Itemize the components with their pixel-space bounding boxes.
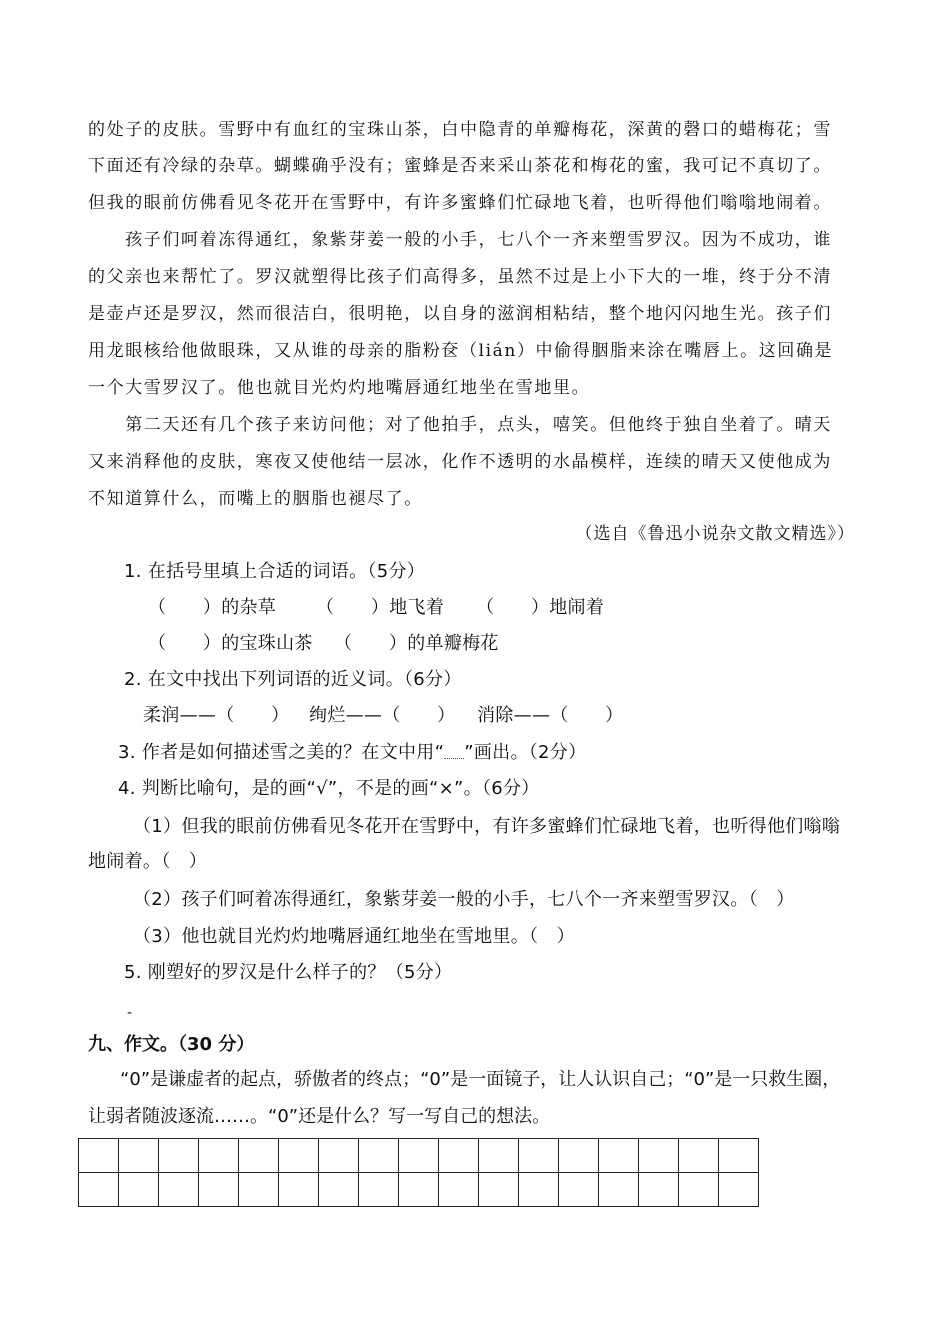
passage-line: 孩子们呵着冻得通红，象紫芽姜一般的小手，七八个一齐来塑雪罗汉。因为不成功，谁 bbox=[88, 230, 832, 250]
grid-cell[interactable] bbox=[679, 1173, 719, 1207]
grid-cell[interactable] bbox=[199, 1173, 239, 1207]
blank-item[interactable]: （ ）的宝珠山茶 bbox=[148, 633, 313, 654]
grid-cell[interactable] bbox=[239, 1173, 279, 1207]
grid-cell[interactable] bbox=[199, 1139, 239, 1173]
question-2-items bbox=[143, 704, 623, 728]
question-1-row-1 bbox=[148, 596, 604, 620]
question-3-text-before: 3. 作者是如何描述雪之美的？在文中用“ bbox=[118, 742, 445, 763]
question-4-sentence-1: （1）但我的眼前仿佛看见冬花开在雪野中，有许多蜜蜂们忙碌地飞着，也听得他们嗡嗡 bbox=[133, 816, 841, 837]
grid-cell[interactable] bbox=[319, 1139, 359, 1173]
blank-item[interactable]: （ ）地飞着 bbox=[316, 597, 445, 618]
grid-cell[interactable] bbox=[559, 1173, 599, 1207]
grid-cell[interactable] bbox=[559, 1139, 599, 1173]
grid-cell[interactable] bbox=[519, 1173, 559, 1207]
question-4-title: 4. 判断比喻句，是的画“√”，不是的画“×”。（6分） bbox=[118, 778, 540, 799]
blank-item[interactable]: （ ）的单瓣梅花 bbox=[334, 633, 499, 654]
blank-item[interactable]: （ ）地闹着 bbox=[476, 597, 605, 618]
grid-cell[interactable] bbox=[359, 1173, 399, 1207]
question-1-title: 1. 在括号里填上合适的词语。（5分） bbox=[124, 561, 426, 582]
passage-line: 但我的眼前仿佛看见冬花开在雪野中，有许多蜜蜂们忙碌地飞着，也听得他们嗡嗡地闹着。 bbox=[88, 193, 832, 213]
synonym-item[interactable]: 柔润——（ ） bbox=[143, 705, 290, 726]
grid-cell[interactable] bbox=[159, 1139, 199, 1173]
passage-line: 又来消释他的皮肤，寒夜又使他结一层冰，化作不透明的水晶模样，连续的晴天又使他成为 bbox=[88, 452, 832, 472]
grid-cell[interactable] bbox=[479, 1173, 519, 1207]
synonym-item[interactable]: 绚烂——（ ） bbox=[309, 705, 456, 726]
writing-grid[interactable] bbox=[78, 1138, 759, 1207]
essay-heading: 九、作文。（30 分） bbox=[88, 1034, 255, 1055]
grid-cell[interactable] bbox=[639, 1139, 679, 1173]
passage-line: 的处子的皮肤。雪野中有血红的宝珠山茶，白中隐青的单瓣梅花，深黄的磬口的蜡梅花；雪 bbox=[88, 120, 832, 140]
grid-cell[interactable] bbox=[599, 1173, 639, 1207]
passage-line: 下面还有冷绿的杂草。蝴蝶确乎没有；蜜蜂是否来采山茶花和梅花的蜜，我可记不真切了。 bbox=[88, 156, 832, 176]
grid-cell[interactable] bbox=[719, 1139, 759, 1173]
grid-cell[interactable] bbox=[479, 1139, 519, 1173]
question-1-row-2 bbox=[148, 632, 499, 656]
grid-cell[interactable] bbox=[119, 1139, 159, 1173]
grid-cell[interactable] bbox=[439, 1139, 479, 1173]
question-5-title: 5. 刚塑好的罗汉是什么样子的？（5分） bbox=[124, 962, 453, 983]
question-2-title: 2. 在文中找出下列词语的近义词。（6分） bbox=[124, 669, 462, 690]
grid-cell[interactable] bbox=[599, 1139, 639, 1173]
grid-cell[interactable] bbox=[399, 1139, 439, 1173]
passage-line: 用龙眼核给他做眼珠，又从谁的母亲的脂粉奁（lián）中偷得胭脂来涂在嘴唇上。这回确是 bbox=[88, 341, 834, 361]
blank-item[interactable]: （ ）的杂草 bbox=[148, 597, 277, 618]
grid-cell[interactable] bbox=[79, 1173, 119, 1207]
writing-grid-row bbox=[79, 1173, 759, 1207]
grid-cell[interactable] bbox=[279, 1173, 319, 1207]
grid-cell[interactable] bbox=[359, 1139, 399, 1173]
writing-grid-row bbox=[79, 1139, 759, 1173]
grid-cell[interactable] bbox=[79, 1139, 119, 1173]
question-3-text-after: ”画出。（2分） bbox=[464, 742, 587, 763]
passage-source: （选自《鲁迅小说杂文散文精选》） bbox=[575, 524, 855, 544]
wavy-underline-icon bbox=[444, 748, 464, 759]
passage-line: 的父亲也来帮忙了。罗汉就塑得比孩子们高得多，虽然不过是上小下大的一堆，终于分不清 bbox=[88, 267, 832, 287]
grid-cell[interactable] bbox=[679, 1139, 719, 1173]
synonym-item[interactable]: 消除——（ ） bbox=[477, 705, 624, 726]
grid-cell[interactable] bbox=[439, 1173, 479, 1207]
passage-line: 不知道算什么，而嘴上的胭脂也褪尽了。 bbox=[88, 489, 423, 509]
question-4-sentence-3[interactable]: （3）他也就目光灼灼地嘴唇通红地坐在雪地里。（ ） bbox=[133, 926, 575, 947]
stray-dash: - bbox=[127, 1005, 133, 1021]
grid-cell[interactable] bbox=[519, 1139, 559, 1173]
question-3-title bbox=[118, 741, 586, 765]
grid-cell[interactable] bbox=[159, 1173, 199, 1207]
passage-line: 第二天还有几个孩子来访问他；对了他拍手，点头，嘻笑。但他终于独自坐着了。晴天 bbox=[88, 415, 832, 435]
grid-cell[interactable] bbox=[239, 1139, 279, 1173]
passage-line: 一个大雪罗汉了。他也就目光灼灼地嘴唇通红地坐在雪地里。 bbox=[88, 378, 591, 398]
grid-cell[interactable] bbox=[399, 1173, 439, 1207]
essay-prompt-line-1: “0”是谦虚者的起点，骄傲者的终点；“0”是一面镜子，让人认识自己；“0”是一只救生圈， bbox=[120, 1069, 841, 1090]
passage-line: 是壶卢还是罗汉，然而很洁白，很明艳，以自身的滋润相粘结，整个地闪闪地生光。孩子们 bbox=[88, 304, 832, 324]
grid-cell[interactable] bbox=[119, 1173, 159, 1207]
grid-cell[interactable] bbox=[639, 1173, 679, 1207]
grid-cell[interactable] bbox=[279, 1139, 319, 1173]
essay-prompt-line-2: 让弱者随波逐流……。“0”还是什么？写一写自己的想法。 bbox=[88, 1106, 551, 1127]
grid-cell[interactable] bbox=[719, 1173, 759, 1207]
grid-cell[interactable] bbox=[319, 1173, 359, 1207]
question-4-sentence-1-cont[interactable]: 地闹着。（ ） bbox=[88, 851, 208, 872]
question-4-sentence-2[interactable]: （2）孩子们呵着冻得通红，象紫芽姜一般的小手，七八个一齐来塑雪罗汉。（ ） bbox=[133, 889, 795, 910]
